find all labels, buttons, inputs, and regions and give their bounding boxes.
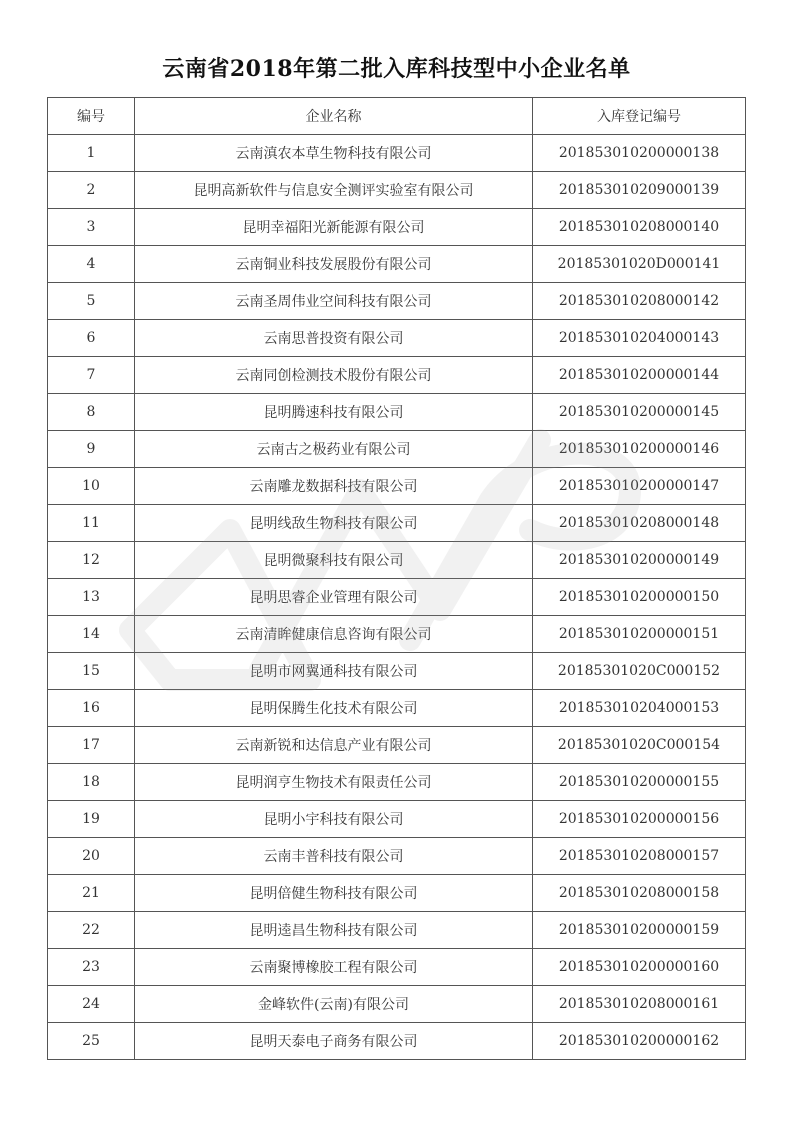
cell-name: 云南丰普科技有限公司 <box>135 838 533 875</box>
cell-reg: 20185301020D000141 <box>533 246 746 283</box>
cell-reg: 201853010200000145 <box>533 394 746 431</box>
table-row <box>48 579 746 616</box>
table-row <box>48 357 746 394</box>
cell-no: 3 <box>48 209 135 246</box>
cell-reg: 201853010208000157 <box>533 838 746 875</box>
cell-reg: 201853010208000142 <box>533 283 746 320</box>
table-row <box>48 246 746 283</box>
document-title: 云南省2018年第二批入库科技型中小企业名单 <box>162 56 631 82</box>
table-row <box>48 653 746 690</box>
cell-no: 23 <box>48 949 135 986</box>
cell-no: 9 <box>48 431 135 468</box>
cell-name: 云南同创检测技术股份有限公司 <box>135 357 533 394</box>
cell-name: 云南古之极药业有限公司 <box>135 431 533 468</box>
cell-reg: 20185301020C000154 <box>533 727 746 764</box>
table-row <box>48 838 746 875</box>
cell-reg: 201853010200000156 <box>533 801 746 838</box>
cell-name: 昆明腾速科技有限公司 <box>135 394 533 431</box>
cell-no: 11 <box>48 505 135 542</box>
table-row <box>48 394 746 431</box>
cell-name: 昆明高新软件与信息安全测评实验室有限公司 <box>135 172 533 209</box>
cell-no: 25 <box>48 1023 135 1060</box>
cell-name: 云南思普投资有限公司 <box>135 320 533 357</box>
cell-reg: 201853010200000159 <box>533 912 746 949</box>
table-row <box>48 912 746 949</box>
cell-reg: 20185301020C000152 <box>533 653 746 690</box>
cell-no: 8 <box>48 394 135 431</box>
cell-reg: 201853010200000147 <box>533 468 746 505</box>
table-row <box>48 431 746 468</box>
table-body <box>48 135 746 1060</box>
cell-no: 2 <box>48 172 135 209</box>
cell-no: 20 <box>48 838 135 875</box>
cell-name: 昆明天泰电子商务有限公司 <box>135 1023 533 1060</box>
table-row <box>48 616 746 653</box>
table-row <box>48 320 746 357</box>
table-row <box>48 727 746 764</box>
cell-no: 5 <box>48 283 135 320</box>
cell-reg: 201853010200000146 <box>533 431 746 468</box>
cell-reg: 201853010208000140 <box>533 209 746 246</box>
cell-reg: 201853010204000153 <box>533 690 746 727</box>
table-row <box>48 209 746 246</box>
table-row <box>48 505 746 542</box>
cell-name: 昆明逵昌生物科技有限公司 <box>135 912 533 949</box>
cell-name: 云南雕龙数据科技有限公司 <box>135 468 533 505</box>
cell-no: 22 <box>48 912 135 949</box>
cell-name: 云南圣周伟业空间科技有限公司 <box>135 283 533 320</box>
cell-no: 10 <box>48 468 135 505</box>
cell-reg: 201853010204000143 <box>533 320 746 357</box>
cell-name: 云南清眸健康信息咨询有限公司 <box>135 616 533 653</box>
cell-name: 金峰软件(云南)有限公司 <box>135 986 533 1023</box>
table-row <box>48 1023 746 1060</box>
enterprise-table <box>47 97 746 1060</box>
table-header-row <box>48 98 746 135</box>
cell-name: 云南铜业科技发展股份有限公司 <box>135 246 533 283</box>
cell-no: 15 <box>48 653 135 690</box>
table-row <box>48 283 746 320</box>
cell-no: 13 <box>48 579 135 616</box>
cell-no: 12 <box>48 542 135 579</box>
cell-reg: 201853010209000139 <box>533 172 746 209</box>
cell-name: 昆明市网翼通科技有限公司 <box>135 653 533 690</box>
cell-name: 昆明思睿企业管理有限公司 <box>135 579 533 616</box>
cell-no: 14 <box>48 616 135 653</box>
cell-name: 昆明幸福阳光新能源有限公司 <box>135 209 533 246</box>
table-row <box>48 172 746 209</box>
cell-name: 云南滇农本草生物科技有限公司 <box>135 135 533 172</box>
column-header-name: 企业名称 <box>135 98 533 135</box>
cell-name: 昆明小宇科技有限公司 <box>135 801 533 838</box>
table-row <box>48 542 746 579</box>
cell-name: 昆明保腾生化技术有限公司 <box>135 690 533 727</box>
cell-no: 4 <box>48 246 135 283</box>
cell-reg: 201853010200000155 <box>533 764 746 801</box>
cell-name: 云南新锐和达信息产业有限公司 <box>135 727 533 764</box>
cell-no: 7 <box>48 357 135 394</box>
cell-reg: 201853010208000148 <box>533 505 746 542</box>
table-row <box>48 949 746 986</box>
table-row <box>48 764 746 801</box>
cell-no: 19 <box>48 801 135 838</box>
cell-reg: 201853010200000149 <box>533 542 746 579</box>
table-row <box>48 801 746 838</box>
cell-name: 昆明微聚科技有限公司 <box>135 542 533 579</box>
table-row <box>48 135 746 172</box>
cell-reg: 201853010200000150 <box>533 579 746 616</box>
column-header-reg: 入库登记编号 <box>533 98 746 135</box>
cell-no: 21 <box>48 875 135 912</box>
column-header-no: 编号 <box>48 98 135 135</box>
cell-reg: 201853010200000162 <box>533 1023 746 1060</box>
cell-reg: 201853010208000158 <box>533 875 746 912</box>
cell-name: 昆明润亨生物技术有限责任公司 <box>135 764 533 801</box>
cell-reg: 201853010200000138 <box>533 135 746 172</box>
cell-no: 18 <box>48 764 135 801</box>
cell-reg: 201853010200000151 <box>533 616 746 653</box>
cell-no: 24 <box>48 986 135 1023</box>
cell-name: 云南聚博橡胶工程有限公司 <box>135 949 533 986</box>
cell-no: 6 <box>48 320 135 357</box>
table-row <box>48 875 746 912</box>
cell-reg: 201853010208000161 <box>533 986 746 1023</box>
cell-name: 昆明线敌生物科技有限公司 <box>135 505 533 542</box>
cell-reg: 201853010200000160 <box>533 949 746 986</box>
cell-no: 1 <box>48 135 135 172</box>
table-row <box>48 690 746 727</box>
cell-no: 16 <box>48 690 135 727</box>
cell-no: 17 <box>48 727 135 764</box>
table-row <box>48 986 746 1023</box>
cell-name: 昆明倍健生物科技有限公司 <box>135 875 533 912</box>
cell-reg: 201853010200000144 <box>533 357 746 394</box>
table-row <box>48 468 746 505</box>
